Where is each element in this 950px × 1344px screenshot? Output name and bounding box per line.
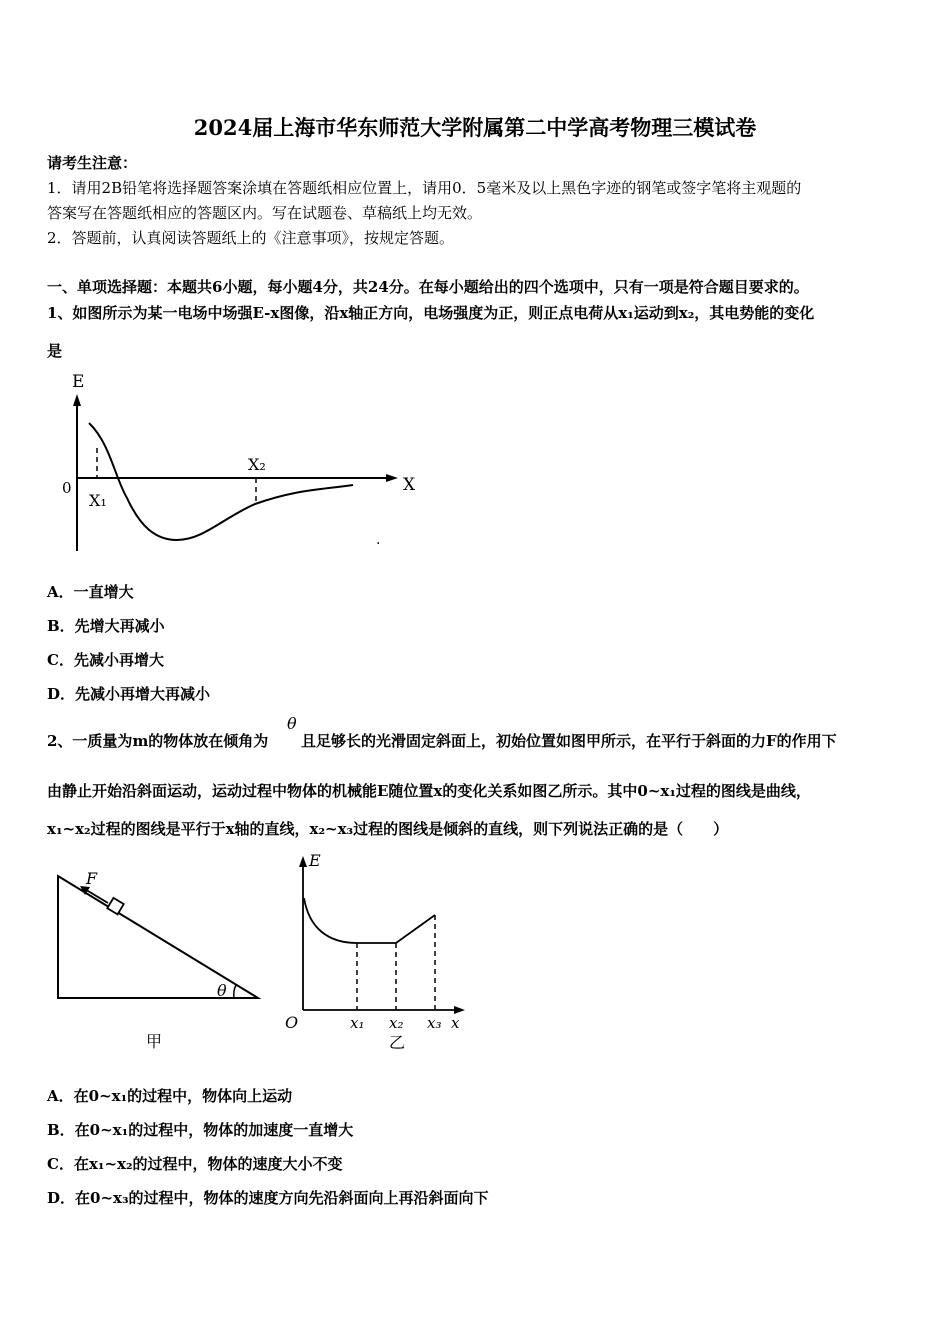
q1-ex-curve [89,423,353,540]
q2-origin-label: O [285,1013,299,1032]
section-heading: 一、单项选择题：本题共6小题，每小题4分，共24分。在每小题给出的四个选项中，只有一项是符合题目要求的。 [47,278,809,296]
q2-incline-figure [50,860,270,1060]
q1-x2-label: X₂ [248,455,266,474]
q2-y-axis-arrow [299,856,307,867]
q1-stray-dot: . [376,532,381,548]
angle-arc [234,985,236,998]
q2-y-label: E [309,851,321,870]
q1-option-c: C．先减小再增大 [47,651,164,669]
q1-stem-line-1: 1、如图所示为某一电场中场强E-x图像，沿x轴正方向，电场强度为正，则正点电荷从x₁运动到x₂，其电势能的变化 [47,304,815,322]
incline-triangle [58,876,258,998]
notice-line-1b: 答案写在答题纸相应的答题区内。写在试题卷、草稿纸上均无效。 [47,204,483,222]
q1-stem-line-2: 是 [47,342,63,360]
q1-y-axis-arrow [73,394,81,406]
q2-stem-line-1a: 2、一质量为m的物体放在倾角为 [47,732,269,750]
q2-x-axis-arrow [454,1006,465,1014]
q1-option-d: D．先减小再增大再减小 [47,685,211,703]
q2-option-b: B．在0~x₁的过程中，物体的加速度一直增大 [47,1121,354,1139]
q2-option-a: A．在0~x₁的过程中，物体向上运动 [47,1087,293,1105]
notice-heading: 请考生注意： [47,154,138,172]
q1-x-label: X [403,475,416,495]
q2-option-d: D．在0~x₃的过程中，物体的速度方向先沿斜面向上再沿斜面向下 [47,1189,489,1207]
q2-stem-line-3: x₁~x₂过程的图线是平行于x轴的直线，x₂~x₃过程的图线是倾斜的直线，则下列说法正确的是（ ） [47,820,729,838]
figure-jia-caption: 甲 [146,1032,163,1051]
q2-x1-label: x₁ [350,1014,365,1032]
page-title: 2024届上海市华东师范大学附属第二中学高考物理三模试卷 [193,115,757,140]
q1-option-a: A．一直增大 [47,583,134,601]
incline-block [107,898,123,914]
q2-option-c: C．在x₁~x₂的过程中，物体的速度大小不变 [47,1155,343,1173]
q2-stem-line-2: 由静止开始沿斜面运动，运动过程中物体的机械能E随位置x的变化关系如图乙所示。其中0~x₁过程的图线是曲线， [47,782,811,800]
q1-y-label: E [72,372,85,392]
notice-line-2: 2．答题前，认真阅读答题纸上的《注意事项》，按规定答题。 [47,229,455,247]
q2-x-label: x [451,1014,460,1032]
q1-ex-graph [55,368,425,558]
q2-theta-symbol: θ [287,714,297,733]
q2-stem-line-1b: 且足够长的光滑固定斜面上，初始位置如图甲所示，在平行于斜面的力F的作用下 [301,732,837,750]
q1-x-axis-arrow [386,474,398,482]
figure-yi-caption: 乙 [389,1033,406,1052]
q1-option-b: B．先增大再减小 [47,617,165,635]
q2-x3-label: x₃ [427,1014,442,1032]
q1-x1-label: X₁ [89,491,107,510]
q2-energy-curve [304,898,435,943]
force-label: F [86,869,98,888]
q2-energy-graph [283,848,483,1058]
q2-x2-label: x₂ [389,1014,404,1032]
q1-origin-label: 0 [62,479,72,497]
notice-line-1: 1．请用2B铅笔将选择题答案涂填在答题纸相应位置上，请用0．5毫米及以上黑色字迹的钢笔或签字笔将主观题的 [47,179,802,197]
angle-label: θ [217,981,227,1000]
